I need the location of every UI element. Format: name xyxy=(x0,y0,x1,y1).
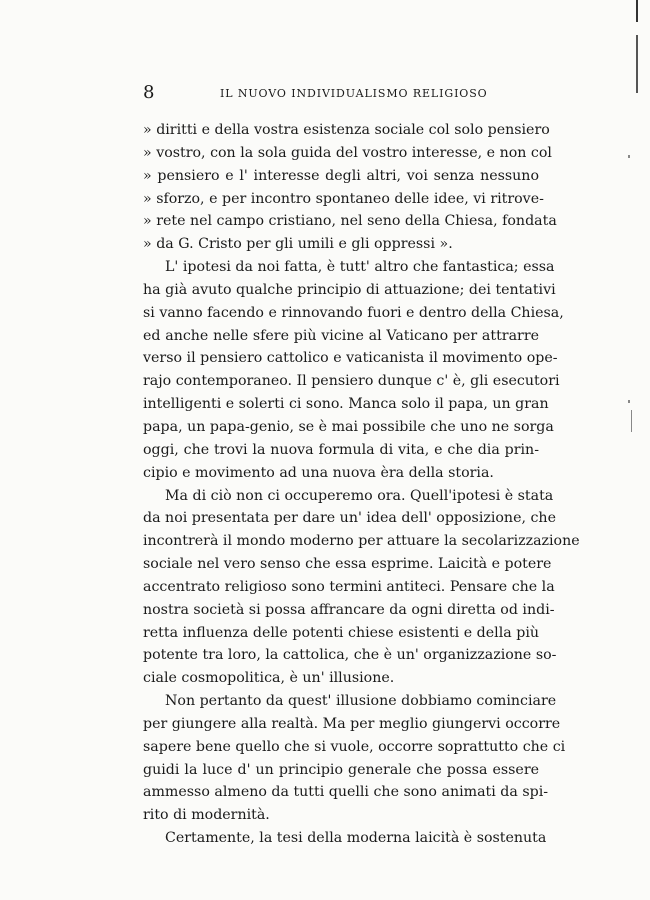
text-line: ha già avuto qualche principio di attuazione; dei tentativi xyxy=(143,281,556,298)
text-line: nostra società si possa affrancare da ogni diretta od indi- xyxy=(143,601,555,618)
text-line: intelligenti e solerti ci sono. Manca solo il papa, un gran xyxy=(143,396,549,413)
paragraph-first-line: Certamente, la tesi della moderna laicità è sostenuta xyxy=(165,830,547,847)
text-line: » vostro, con la sola guida del vostro interesse, e non col xyxy=(143,144,552,161)
text-line: » sforzo, e per incontro spontaneo delle idee, vi ritrove- xyxy=(143,190,544,207)
text-line: incontrerà il mondo moderno per attuare la secolarizzazione xyxy=(143,533,580,550)
running-title: IL NUOVO INDIVIDUALISMO RELIGIOSO xyxy=(220,87,488,100)
text-line: » rete nel campo cristiano, nel seno della Chiesa, fondata xyxy=(143,213,557,230)
paragraph-first-line: L' ipotesi da noi fatta, è tutt' altro che fantastica; essa xyxy=(165,259,555,276)
text-line: » pensiero e l' interesse degli altri, voi senza nessuno xyxy=(143,167,539,184)
body-text xyxy=(143,119,580,850)
text-line: rito di modernità. xyxy=(143,807,270,824)
page-edge-mark xyxy=(628,400,630,403)
text-line: papa, un papa-genio, se è mai possibile che uno ne sorga xyxy=(143,418,554,435)
paragraph-first-line: Non pertanto da quest' illusione dobbiamo cominciare xyxy=(165,693,557,710)
text-line: verso il pensiero cattolico e vaticanista il movimento ope- xyxy=(143,350,558,367)
paragraph-first-line: Ma di ciò non ci occuperemo ora. Quell'ipotesi è stata xyxy=(165,487,554,504)
text-line: si vanno facendo e rinnovando fuori e dentro della Chiesa, xyxy=(143,304,564,321)
page-edge-mark xyxy=(636,0,638,22)
text-line: cipio e movimento ad una nuova èra della storia. xyxy=(143,464,494,481)
text-line: ed anche nelle sfere più vicine al Vaticano per attrarre xyxy=(143,327,539,344)
text-line: oggi, che trovi la nuova formula di vita, e che dia prin- xyxy=(143,441,539,458)
text-line: rajo contemporaneo. Il pensiero dunque c' è, gli esecutori xyxy=(143,373,560,390)
text-line: per giungere alla realtà. Ma per meglio giungervi occorre xyxy=(143,715,561,732)
text-line: potente tra loro, la cattolica, che è un' organizzazione so- xyxy=(143,647,557,664)
text-line: sociale nel vero senso che essa esprime. Laicità e potere xyxy=(143,556,552,573)
text-line: sapere bene quello che si vuole, occorre soprattutto che ci xyxy=(143,738,566,755)
text-line: accentrato religioso sono termini antiteci. Pensare che la xyxy=(143,578,555,595)
text-line: guidi la luce d' un principio generale che possa essere xyxy=(143,761,539,778)
page-edge-mark xyxy=(628,155,630,158)
text-line: » da G. Cristo per gli umili e gli oppressi ». xyxy=(143,236,453,253)
text-line: ciale cosmopolitica, è un' illusione. xyxy=(143,670,395,687)
page-edge-mark xyxy=(636,35,638,93)
text-line: retta influenza delle potenti chiese esistenti e della più xyxy=(143,624,539,641)
page-header xyxy=(143,84,543,106)
page-edge-mark xyxy=(631,410,632,432)
text-line: ammesso almeno da tutti quelli che sono animati da spi- xyxy=(143,784,549,801)
text-line: » diritti e della vostra esistenza sociale col solo pensiero xyxy=(143,122,550,138)
page-number: 8 xyxy=(143,82,155,103)
text-line: da noi presentata per dare un' idea dell' opposizione, che xyxy=(143,510,556,527)
